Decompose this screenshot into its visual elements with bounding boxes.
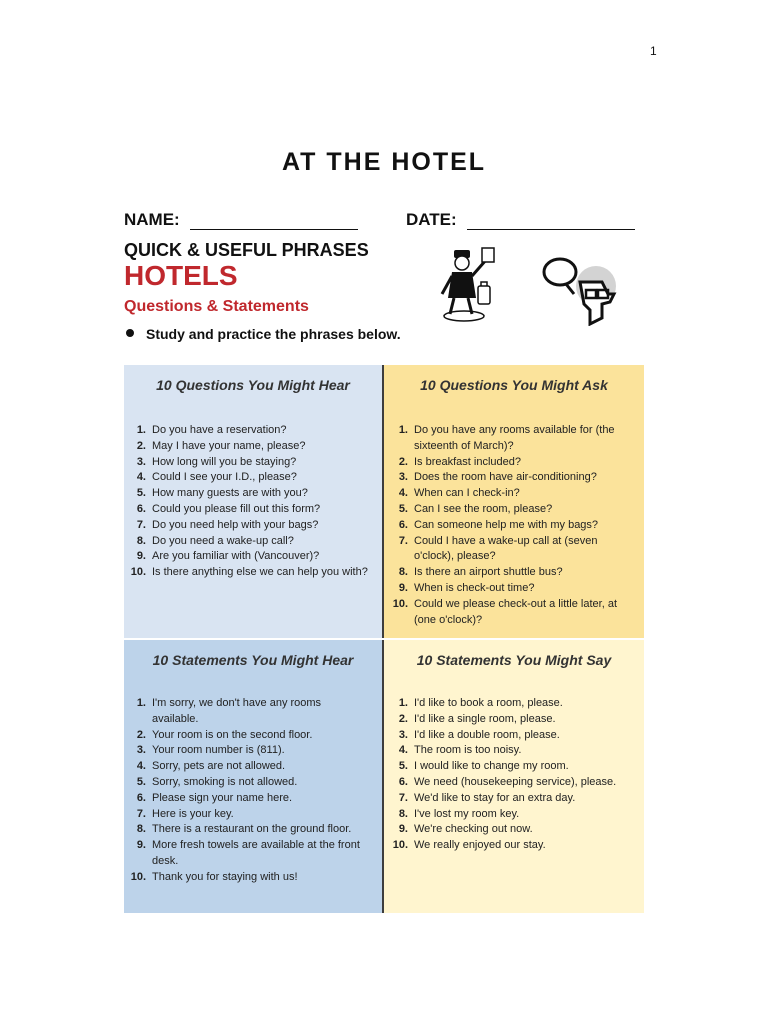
item-number: 10. xyxy=(130,870,146,883)
list-item xyxy=(126,775,370,791)
item-text: Do you need help with your bags? xyxy=(152,518,319,531)
list-item xyxy=(126,696,370,728)
list-item xyxy=(388,486,632,502)
list-item xyxy=(126,455,370,471)
phrase-list xyxy=(388,696,632,854)
item-text: I'm sorry, we don't have any rooms available. xyxy=(152,697,322,725)
item-text: We need (housekeeping service), please. xyxy=(414,775,617,788)
item-text: Could I see your I.D., please? xyxy=(152,471,297,484)
item-number: 10. xyxy=(130,566,146,579)
date-field[interactable] xyxy=(467,229,635,230)
item-text: More fresh towels are available at the front desk. xyxy=(152,839,360,867)
item-number: 2. xyxy=(136,439,146,452)
item-text: Please sign your name here. xyxy=(152,791,293,804)
panel-heading: 10 Questions You Might Hear xyxy=(156,377,350,393)
list-item xyxy=(126,807,370,823)
item-text: Do you have a reservation? xyxy=(152,424,287,436)
item-text: Sorry, smoking is not allowed. xyxy=(152,775,298,788)
item-text: When can I check-in? xyxy=(414,487,520,500)
item-text: We'd like to stay for an extra day. xyxy=(414,791,576,804)
item-number: 3. xyxy=(398,471,408,484)
item-text: How long will you be staying? xyxy=(152,455,297,468)
list-item xyxy=(126,822,370,838)
item-number: 4. xyxy=(136,760,146,773)
item-number: 6. xyxy=(136,791,146,804)
item-number: 1. xyxy=(136,424,146,436)
list-item xyxy=(126,870,370,886)
item-number: 2. xyxy=(136,728,146,741)
list-item xyxy=(126,743,370,759)
phrase-list xyxy=(126,423,370,581)
list-item xyxy=(126,549,370,565)
bullet-icon xyxy=(126,329,134,337)
item-text: May I have your name, please? xyxy=(152,439,306,452)
item-number: 10. xyxy=(392,839,408,852)
item-text: Can someone help me with my bags? xyxy=(414,518,599,531)
list-item xyxy=(388,743,632,759)
item-text: Sorry, pets are not allowed. xyxy=(152,760,286,773)
item-text: We really enjoyed our stay. xyxy=(414,839,546,852)
panel-heading: 10 Statements You Might Hear xyxy=(152,652,354,668)
instruction-text: Study and practice the phrases below. xyxy=(146,326,401,342)
panel-statements-say xyxy=(384,640,644,913)
item-text: I'd like a double room, please. xyxy=(414,728,560,741)
item-text: Do you have any rooms available for (the sixteenth of March)? xyxy=(414,424,615,452)
phrase-list xyxy=(388,423,632,628)
panel-heading: 10 Statements You Might Say xyxy=(416,652,612,668)
list-item xyxy=(126,565,370,581)
item-text: There is a restaurant on the ground floor. xyxy=(152,823,352,836)
item-number: 3. xyxy=(136,744,146,757)
list-item xyxy=(388,502,632,518)
list-item xyxy=(388,518,632,534)
list-item xyxy=(126,502,370,518)
list-item xyxy=(388,565,632,581)
list-item xyxy=(388,597,632,629)
item-text: When is check-out time? xyxy=(414,581,535,594)
item-number: 10. xyxy=(392,597,408,610)
item-text: Do you need a wake-up call? xyxy=(152,534,294,547)
item-number: 9. xyxy=(398,823,408,836)
item-text: The room is too noisy. xyxy=(414,744,522,757)
list-item xyxy=(388,728,632,744)
list-item xyxy=(126,534,370,550)
item-number: 2. xyxy=(398,455,408,468)
list-item xyxy=(388,759,632,775)
item-text: Is there anything else we can help you with? xyxy=(152,566,368,579)
list-item xyxy=(388,581,632,597)
item-number: 3. xyxy=(398,728,408,741)
item-text: Does the room have air-conditioning? xyxy=(414,471,597,484)
item-number: 6. xyxy=(398,775,408,788)
item-text: I'd like a single room, please. xyxy=(414,712,556,725)
list-item xyxy=(126,439,370,455)
item-number: 2. xyxy=(398,712,408,725)
list-item xyxy=(388,712,632,728)
item-text: I've lost my room key. xyxy=(414,807,520,820)
panel-statements-hear xyxy=(124,640,382,913)
item-number: 4. xyxy=(398,487,408,500)
topic-heading: HOTELS xyxy=(124,260,238,291)
item-text: Could you please fill out this form? xyxy=(152,502,321,515)
instruction xyxy=(126,326,401,342)
list-item xyxy=(388,455,632,471)
panel-divider xyxy=(124,638,644,640)
item-number: 8. xyxy=(398,566,408,579)
item-number: 1. xyxy=(136,697,146,709)
date-label: DATE: xyxy=(406,210,457,229)
list-item xyxy=(126,728,370,744)
item-text: I would like to change my room. xyxy=(414,760,569,773)
item-text: Could we please check-out a little later, at (one o'clock)? xyxy=(414,597,618,626)
phrase-list xyxy=(126,696,370,886)
list-item xyxy=(126,470,370,486)
item-number: 5. xyxy=(136,487,146,500)
item-number: 7. xyxy=(398,791,408,804)
item-text: Is breakfast included? xyxy=(414,455,522,468)
item-number: 5. xyxy=(136,775,146,788)
list-item xyxy=(388,423,632,455)
item-text: Is there an airport shuttle bus? xyxy=(414,566,563,579)
item-text: How many guests are with you? xyxy=(152,487,308,500)
panel-heading: 10 Questions You Might Ask xyxy=(420,377,608,393)
item-text: Can I see the room, please? xyxy=(414,502,553,515)
page-number: 1 xyxy=(650,44,657,58)
item-text: Your room number is (811). xyxy=(152,744,285,757)
name-field[interactable] xyxy=(190,229,358,230)
page-title: AT THE HOTEL xyxy=(281,148,487,176)
item-number: 7. xyxy=(136,518,146,531)
speech-bubble-icon xyxy=(540,254,618,326)
list-item xyxy=(388,807,632,823)
item-number: 4. xyxy=(136,471,146,484)
item-number: 3. xyxy=(136,455,146,468)
list-item xyxy=(388,470,632,486)
bellhop-icon xyxy=(440,246,500,324)
list-item xyxy=(126,423,370,439)
item-text: Thank you for staying with us! xyxy=(152,870,298,883)
item-number: 7. xyxy=(136,807,146,820)
panel-questions-ask xyxy=(384,365,644,638)
list-item xyxy=(388,696,632,712)
item-number: 9. xyxy=(136,839,146,852)
list-item xyxy=(126,518,370,534)
list-item xyxy=(126,791,370,807)
list-item xyxy=(126,838,370,870)
panel-questions-hear xyxy=(124,365,382,638)
item-number: 8. xyxy=(398,807,408,820)
item-text: Are you familiar with (Vancouver)? xyxy=(152,550,320,563)
item-text: Here is your key. xyxy=(152,807,234,820)
item-text: We're checking out now. xyxy=(414,823,533,836)
item-number: 8. xyxy=(136,534,146,547)
item-number: 7. xyxy=(398,534,408,547)
list-item xyxy=(388,838,632,854)
list-item xyxy=(388,775,632,791)
item-number: 5. xyxy=(398,760,408,773)
item-number: 8. xyxy=(136,823,146,836)
item-text: Your room is on the second floor. xyxy=(152,728,313,741)
item-number: 6. xyxy=(398,518,408,531)
item-number: 5. xyxy=(398,502,408,515)
item-text: I'd like to book a room, please. xyxy=(414,697,563,709)
item-number: 9. xyxy=(136,550,146,563)
item-number: 9. xyxy=(398,581,408,594)
subtitle: QUICK & USEFUL PHRASES xyxy=(124,240,369,260)
section-label: Questions & Statements xyxy=(124,298,309,315)
item-number: 4. xyxy=(398,744,408,757)
item-number: 6. xyxy=(136,502,146,515)
name-label: NAME: xyxy=(124,210,180,229)
list-item xyxy=(388,791,632,807)
list-item xyxy=(126,486,370,502)
list-item xyxy=(388,822,632,838)
list-item xyxy=(126,759,370,775)
item-text: Could I have a wake-up call at (seven o'clock), please? xyxy=(414,534,598,563)
list-item xyxy=(388,534,632,566)
item-number: 1. xyxy=(398,424,408,436)
item-number: 1. xyxy=(398,697,408,709)
